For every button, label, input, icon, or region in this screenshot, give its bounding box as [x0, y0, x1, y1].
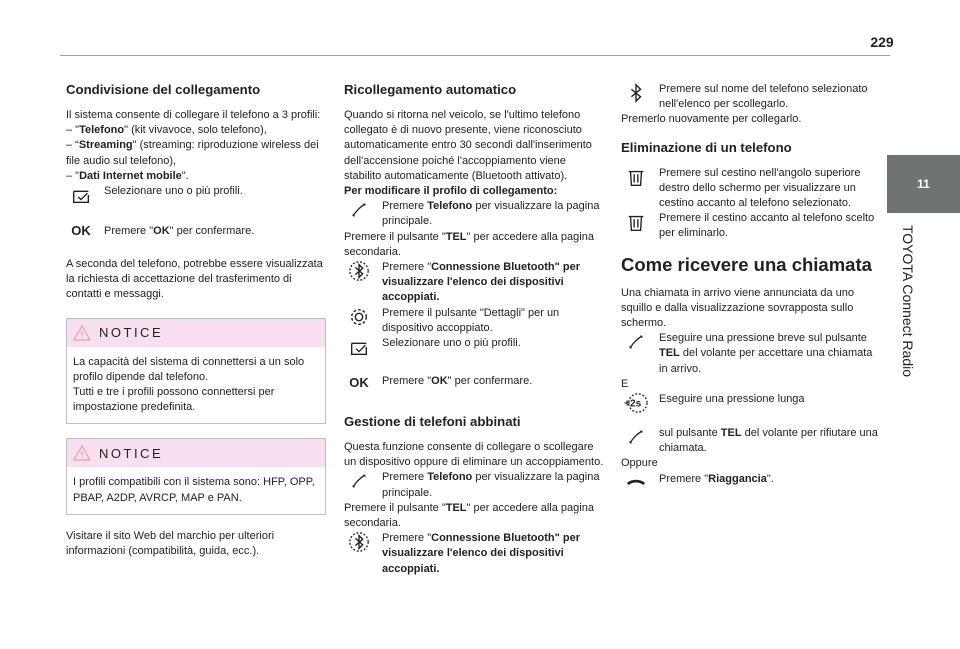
section-title-sharing: Condivisione del collegamento	[66, 82, 261, 97]
header-rule	[60, 55, 890, 56]
incoming-call-text: Una chiamata in arrivo viene annunciata da uno squillo e dalla visualizzazione sovrapposta sullo schermo.	[621, 286, 854, 330]
trash-icon	[621, 211, 651, 241]
details-step: Premere il pulsante "Dettagli" per un dispositivo accoppiato.	[344, 306, 604, 336]
section-title-receive-call: Come ricevere una chiamata	[621, 253, 872, 275]
modify-profile-title: Per modificare il profilo di collegamento:	[344, 185, 558, 198]
manage-text: Questa funzione consente di collegare o scollegare un dispositivo oppure di eliminare un accoppiamento.	[344, 441, 604, 469]
checkbox-icon	[66, 184, 96, 214]
secondary-page-text: Premere il pulsante "TEL" per accedere alla pagina secondaria.	[344, 501, 594, 530]
confirm-step: OK Premere "OK" per confermare.	[66, 214, 326, 248]
bluetooth-step: Premere "Connessione Bluetooth" per visualizzare l'elenco dei dispositivi accoppiati.	[344, 531, 604, 577]
notice-title: NOTICE	[99, 445, 164, 461]
reject-step: sul pulsante TEL del volante per rifiutare una chiamata.	[621, 426, 883, 456]
and-text: E	[621, 377, 629, 390]
column-1	[66, 82, 326, 559]
profiles-intro: Il sistema consente di collegare il telefono a 3 profili:	[66, 109, 321, 121]
profile-internet: – "Dati Internet mobile".	[66, 169, 189, 182]
reconnect-text: Premerlo nuovamente per collegarlo.	[621, 113, 802, 126]
column-2	[344, 82, 604, 577]
phone-icon	[621, 331, 651, 361]
acceptance-text: A seconda del telefono, potrebbe essere visualizzata la richiesta di accettazione del trasferimento di contatti e messaggi.	[66, 258, 323, 301]
notice-box-1	[66, 318, 326, 425]
short-press-step: Eseguire una pressione breve sul pulsante TEL del volante per accettare una chiamata in arrivo.	[621, 331, 883, 377]
bluetooth-step: Premere "Connessione Bluetooth" per visualizzare l'elenco dei dispositivi accoppiati.	[344, 260, 604, 306]
website-text: Visitare il sito Web del marchio per ulteriori informazioni (compatibilità, guida, ecc.).	[66, 529, 275, 558]
phone-icon	[344, 199, 374, 229]
hang-up-icon	[621, 472, 651, 502]
chapter-title: TOYOTA Connect Radio	[900, 225, 916, 377]
bluetooth-circle-icon	[344, 260, 374, 290]
notice-title: NOTICE	[99, 325, 164, 341]
select-profiles-step: Selezionare uno o più profili.	[344, 336, 604, 366]
bluetooth-icon	[621, 82, 651, 112]
press-phone-step: Premere Telefono per visualizzare la pagina principale.	[344, 199, 604, 229]
disconnect-step: Premere sul nome del telefono selezionato nell'elenco per scollegarlo.	[621, 82, 883, 112]
trash-step-2: Premere il cestino accanto al telefono scelto per eliminarlo.	[621, 211, 883, 241]
confirm-step: OK Premere "OK" per confermare.	[344, 366, 604, 400]
checkbox-icon	[344, 336, 374, 366]
ok-icon: OK	[349, 375, 369, 391]
gear-icon	[344, 306, 374, 336]
section-title-delete: Eliminazione di un telefono	[621, 139, 792, 155]
long-press-step: +2s Eseguire una pressione lunga	[621, 392, 883, 426]
chapter-tab[interactable]: 11	[887, 155, 960, 213]
page-number: 229	[870, 34, 894, 50]
profile-phone: – "Telefono" (kit vivavoce, solo telefono),	[66, 124, 267, 137]
notice-text: Tutti e tre i profili possono connettersi per impostazione predefinita.	[73, 386, 275, 414]
trash-step-1: Premere sul cestino nell'angolo superiore destro dello schermo per visualizzare un cestino accanto al telefono selezionato.	[621, 166, 883, 212]
ok-icon: OK	[71, 223, 91, 239]
phone-icon	[344, 470, 374, 500]
warning-icon	[73, 325, 91, 341]
or-text: Oppure	[621, 457, 658, 470]
notice-text: La capacità del sistema di connettersi a un solo profilo dipende dal telefono.	[73, 355, 305, 383]
profile-streaming: – “Streaming" (streaming: riproduzione wireless dei file audio sul telefono),	[66, 139, 319, 167]
column-3	[621, 82, 883, 502]
svg-text:+2s: +2s	[624, 398, 642, 410]
auto-reconnect-text: Quando si ritorna nel veicolo, se l'ultimo telefono collegato è di nuovo presente, viene riconosciuto automaticamente entro 30 secondi dall'inserimento dell'accensione poiché l'accoppiamento viene stabilito automaticamente (Bluetooth attivato).	[344, 109, 592, 182]
section-title-auto-reconnect: Ricollegamento automatico	[344, 82, 517, 97]
hangup-step: Premere "Riaggancia".	[621, 472, 883, 502]
secondary-page-text: Premere il pulsante "TEL" per accedere alla pagina secondaria.	[344, 230, 594, 258]
bluetooth-circle-icon	[344, 531, 374, 561]
press-phone-step: Premere Telefono per visualizzare la pagina principale.	[344, 470, 604, 500]
notice-text: I profili compatibili con il sistema sono: HFP, OPP, PBAP, A2DP, AVRCP, MAP e PAN.	[73, 476, 315, 504]
notice-box-2	[66, 438, 326, 514]
phone-icon	[621, 426, 651, 456]
trash-icon	[621, 166, 651, 196]
section-title-manage: Gestione di telefoni abbinati	[344, 414, 521, 430]
select-profiles-step: Selezionare uno o più profili.	[66, 184, 326, 214]
warning-icon	[73, 445, 91, 461]
long-press-2s-icon	[621, 392, 651, 422]
